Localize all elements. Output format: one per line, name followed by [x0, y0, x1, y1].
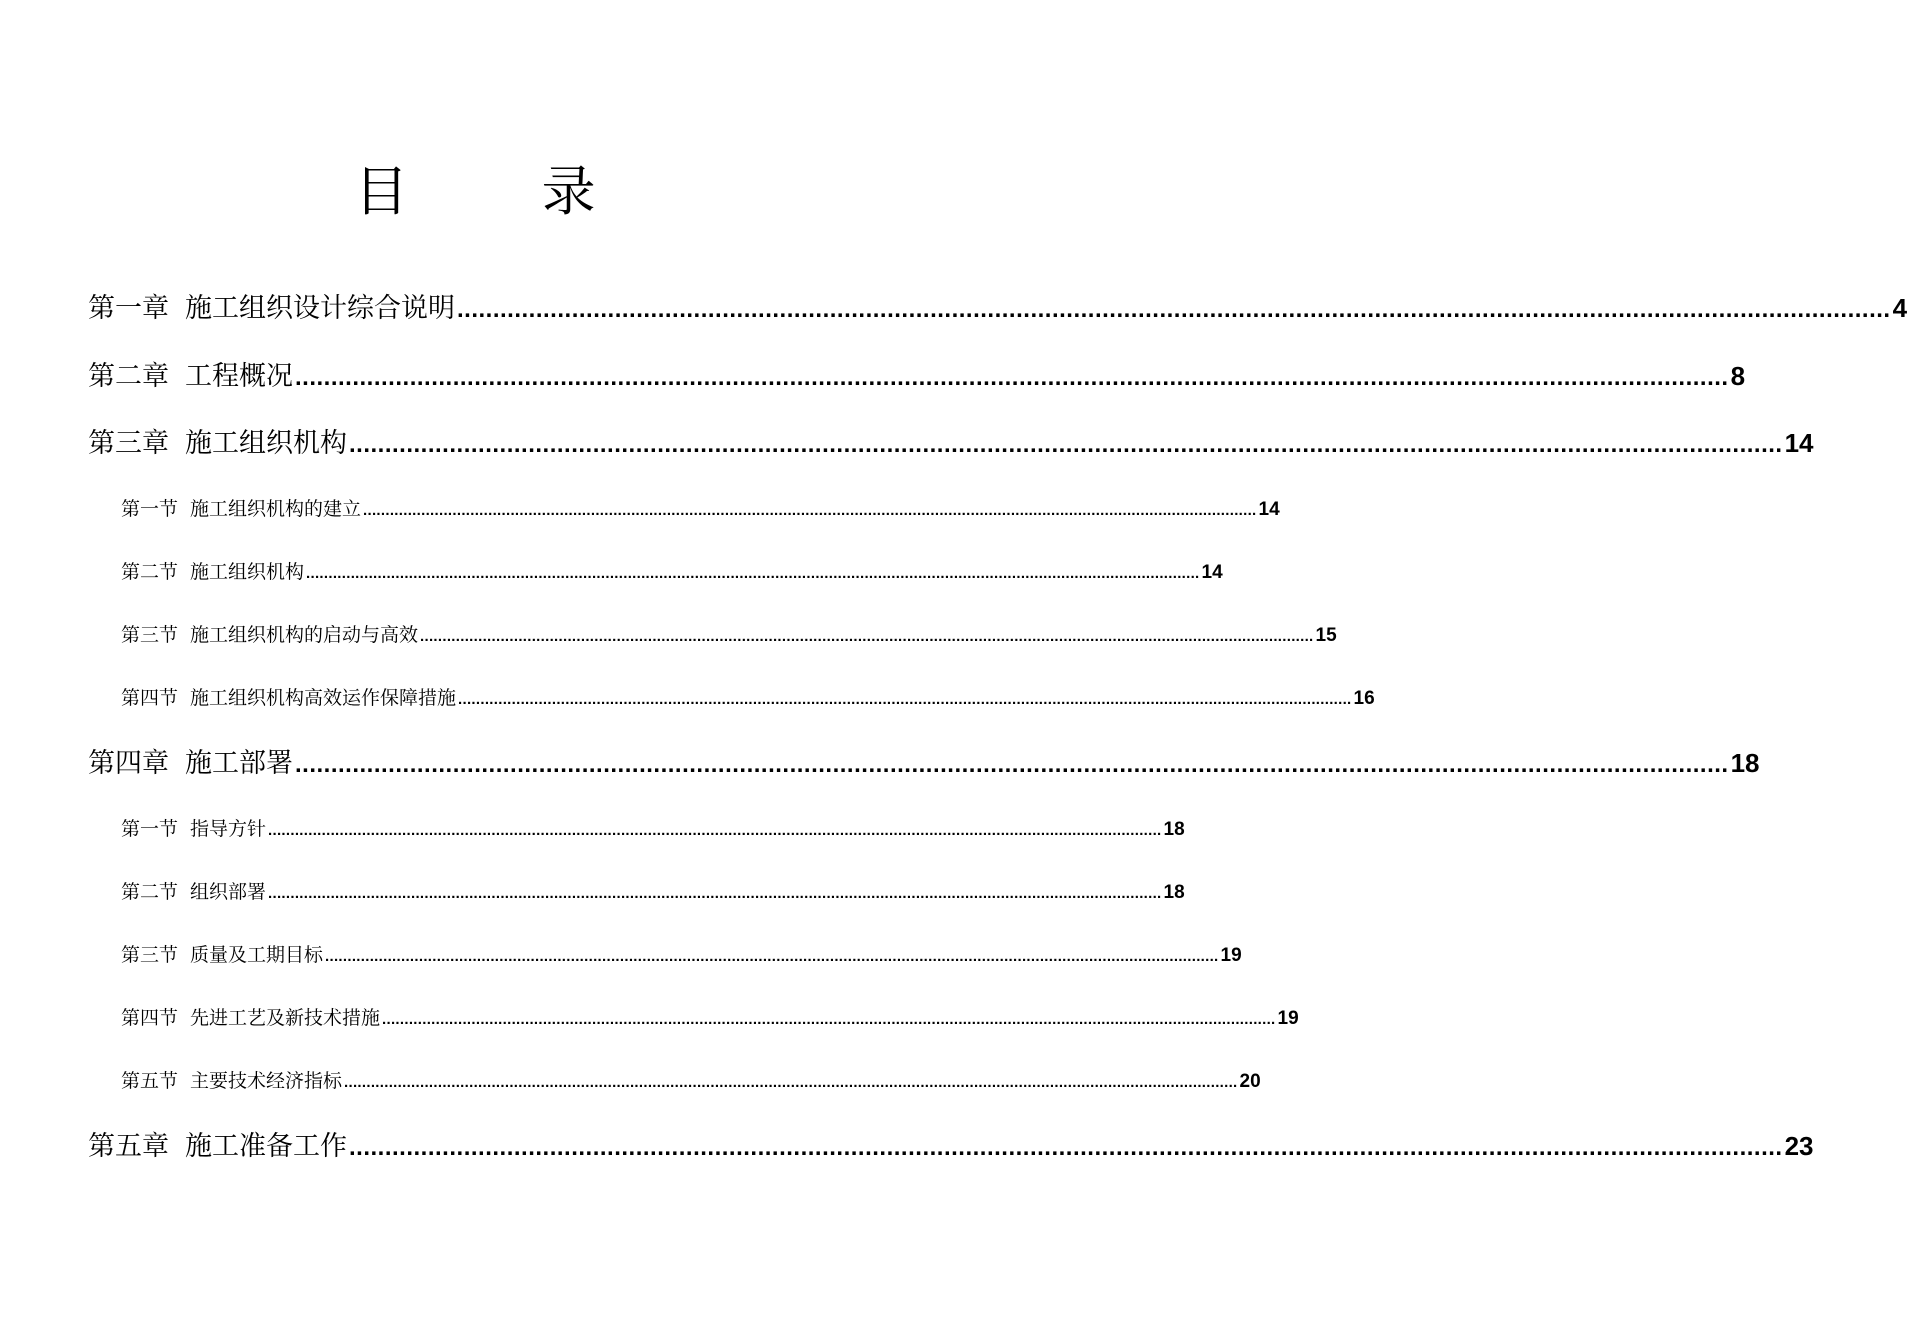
toc-page-number: 14 — [1784, 428, 1814, 458]
toc-entry-title: 施工部署 — [185, 748, 293, 779]
toc-entry-title: 施工组织机构 — [185, 428, 347, 459]
toc-dot-leader: ........................................................................................................................................................................................................ — [344, 1074, 1238, 1091]
toc-entry-title: 工程概况 — [185, 361, 293, 392]
toc-dot-leader: ........................................................................................................................................................................................................ — [295, 751, 1729, 778]
toc-page-number: 18 — [1163, 882, 1185, 903]
toc-entry-number: 第四章 — [88, 748, 169, 779]
toc-page-number: 19 — [1277, 1008, 1299, 1029]
toc-entry-number: 第三节 — [121, 944, 179, 966]
toc-section-3-3[interactable] — [121, 620, 1337, 650]
toc-dot-leader: ........................................................................................................................................................................................................ — [420, 628, 1314, 645]
toc-section-3-2[interactable] — [121, 557, 1223, 587]
toc-dot-leader: ........................................................................................................................................................................................................ — [268, 822, 1162, 839]
toc-chapter-1[interactable] — [88, 286, 1907, 326]
toc-entry-title: 施工组织机构 — [190, 561, 305, 583]
toc-page-number: 14 — [1258, 499, 1280, 520]
toc-entry-title: 组织部署 — [190, 881, 267, 903]
toc-entry-number: 第三节 — [121, 624, 179, 646]
toc-entry-number: 第四节 — [121, 687, 179, 709]
toc-page-number: 23 — [1784, 1131, 1814, 1161]
toc-entry-number: 第二节 — [121, 881, 179, 903]
toc-dot-leader: ........................................................................................................................................................................................................ — [457, 296, 1891, 323]
toc-entry-title: 施工准备工作 — [185, 1131, 347, 1162]
toc-entry-title: 施工组织设计综合说明 — [185, 293, 455, 324]
toc-entry-number: 第一节 — [121, 818, 179, 840]
toc-entry-title: 先进工艺及新技术措施 — [190, 1007, 381, 1029]
toc-entry-title: 指导方针 — [190, 818, 267, 840]
toc-page-number: 19 — [1220, 945, 1242, 966]
toc-section-4-5[interactable] — [121, 1066, 1261, 1096]
toc-page-number: 20 — [1239, 1071, 1261, 1092]
toc-chapter-5[interactable] — [88, 1124, 1814, 1164]
toc-page-number: 4 — [1892, 293, 1907, 323]
toc-entry-number: 第一章 — [88, 293, 169, 324]
toc-entry-number: 第三章 — [88, 428, 169, 459]
toc-page-number: 14 — [1201, 562, 1223, 583]
toc-entry-number: 第五节 — [121, 1070, 179, 1092]
toc-entry-title: 施工组织机构的启动与高效 — [190, 624, 419, 646]
toc-dot-leader: ........................................................................................................................................................................................................ — [349, 431, 1783, 458]
page-title: 目 录 — [354, 160, 654, 223]
toc-dot-leader: ........................................................................................................................................................................................................ — [325, 948, 1219, 965]
toc-chapter-4[interactable] — [88, 741, 1760, 781]
toc-entry-title: 质量及工期目标 — [190, 944, 324, 966]
toc-section-3-1[interactable] — [121, 494, 1280, 524]
toc-entry-number: 第二章 — [88, 361, 169, 392]
toc-entry-number: 第四节 — [121, 1007, 179, 1029]
toc-dot-leader: ........................................................................................................................................................................................................ — [295, 364, 1729, 391]
toc-page-number: 18 — [1730, 748, 1760, 778]
toc-page-number: 18 — [1163, 819, 1185, 840]
toc-dot-leader: ........................................................................................................................................................................................................ — [458, 691, 1352, 708]
toc-section-3-4[interactable] — [121, 683, 1375, 713]
toc-page-number: 8 — [1730, 361, 1746, 391]
toc-entry-title: 施工组织机构高效运作保障措施 — [190, 687, 457, 709]
toc-section-4-1[interactable] — [121, 814, 1185, 844]
toc-dot-leader: ........................................................................................................................................................................................................ — [349, 1134, 1783, 1161]
toc-entry-number: 第一节 — [121, 498, 179, 520]
toc-chapter-2[interactable] — [88, 354, 1746, 394]
toc-entry-number: 第五章 — [88, 1131, 169, 1162]
toc-entry-title: 主要技术经济指标 — [190, 1070, 343, 1092]
toc-section-4-3[interactable] — [121, 940, 1242, 970]
toc-entry-number: 第二节 — [121, 561, 179, 583]
toc-dot-leader: ........................................................................................................................................................................................................ — [306, 565, 1200, 582]
toc-section-4-2[interactable] — [121, 877, 1185, 907]
toc-dot-leader: ........................................................................................................................................................................................................ — [363, 502, 1257, 519]
toc-chapter-3[interactable] — [88, 421, 1814, 461]
toc-dot-leader: ........................................................................................................................................................................................................ — [382, 1011, 1276, 1028]
toc-page-number: 16 — [1353, 688, 1375, 709]
toc-section-4-4[interactable] — [121, 1003, 1299, 1033]
toc-page-number: 15 — [1315, 625, 1337, 646]
toc-entry-title: 施工组织机构的建立 — [190, 498, 362, 520]
toc-dot-leader: ........................................................................................................................................................................................................ — [268, 885, 1162, 902]
